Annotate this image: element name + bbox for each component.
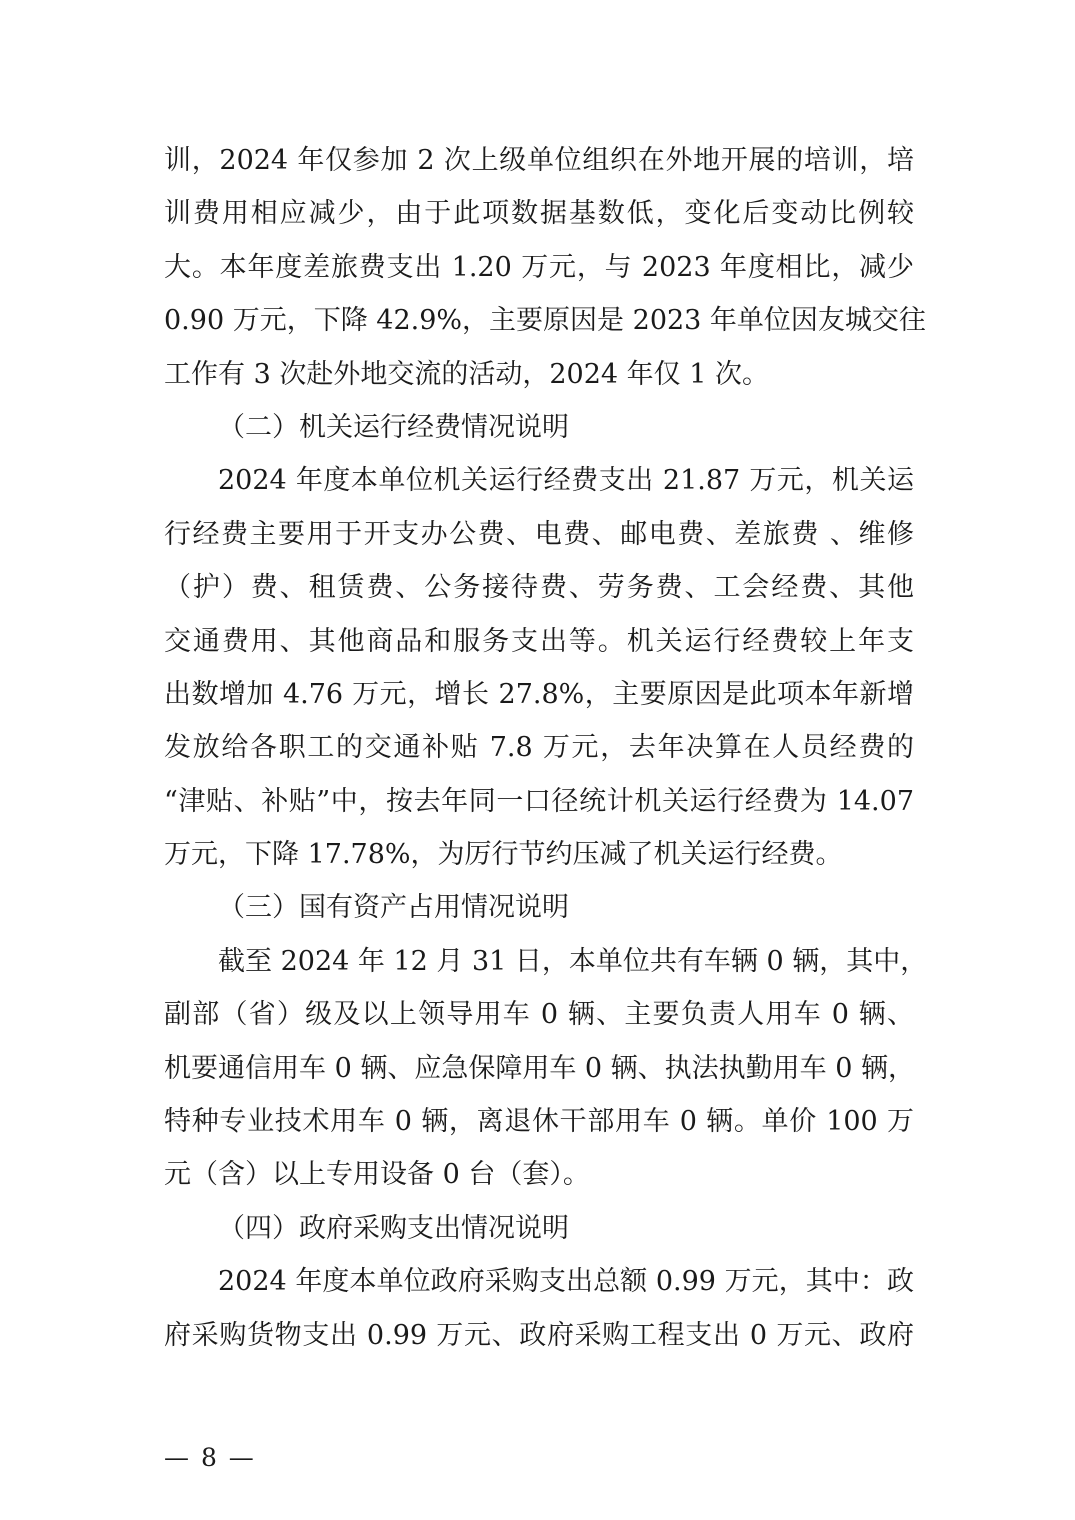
- text-line: 0.90 万元，下降 42.9%，主要原因是 2023 年单位因友城交往: [164, 305, 926, 337]
- text-line: 训，2024 年仅参加 2 次上级单位组织在外地开展的培训，培: [164, 145, 914, 176]
- text-line: 出数增加 4.76 万元，增长 27.8%，主要原因是此项本年新增: [164, 678, 914, 710]
- text-line: 截至 2024 年 12 月 31 日，本单位共有车辆 0 辆，其中，: [218, 945, 928, 977]
- section-heading: （二）机关运行经费情况说明: [218, 411, 569, 443]
- section-heading: （四）政府采购支出情况说明: [218, 1212, 569, 1244]
- text-line: 特种专业技术用车 0 辆，离退休干部用车 0 辆。单价 100 万: [164, 1106, 914, 1138]
- text-line: 2024 年度本单位机关运行经费支出 21.87 万元，机关运: [218, 465, 914, 497]
- text-line: 发放给各职工的交通补贴 7.8 万元，去年决算在人员经费的: [164, 732, 914, 764]
- text-line: 行经费主要用于开支办公费、电费、邮电费、差旅费 、维修: [164, 518, 914, 550]
- body-text: [164, 134, 928, 1362]
- text-line: 机要通信用车 0 辆、应急保障用车 0 辆、执法执勤用车 0 辆，: [164, 1052, 916, 1084]
- text-line: 2024 年度本单位政府采购支出总额 0.99 万元，其中：政: [218, 1266, 914, 1298]
- text-line: （护）费、租赁费、公务接待费、劳务费、工会经费、其他: [164, 572, 914, 604]
- text-line: 训费用相应减少，由于此项数据基数低，变化后变动比例较: [164, 198, 914, 230]
- text-line: 工作有 3 次赴外地交流的活动，2024 年仅 1 次。: [164, 358, 769, 390]
- text-line: 万元，下降 17.78%，为厉行节约压减了机关运行经费。: [164, 839, 843, 871]
- page-number: — 8 —: [164, 1443, 256, 1472]
- text-line: 交通费用、其他商品和服务支出等。机关运行经费较上年支: [164, 625, 914, 657]
- text-line: 副部（省）级及以上领导用车 0 辆、主要负责人用车 0 辆、: [164, 999, 914, 1031]
- text-line: 大。本年度差旅费支出 1.20 万元，与 2023 年度相比，减少: [164, 251, 914, 283]
- text-line: “津贴、补贴”中，按去年同一口径统计机关运行经费为 14.07: [164, 785, 914, 817]
- section-heading: （三）国有资产占用情况说明: [218, 892, 569, 924]
- text-line: 元（含）以上专用设备 0 台（套）。: [164, 1159, 590, 1191]
- text-line: 府采购货物支出 0.99 万元、政府采购工程支出 0 万元、政府: [164, 1319, 914, 1351]
